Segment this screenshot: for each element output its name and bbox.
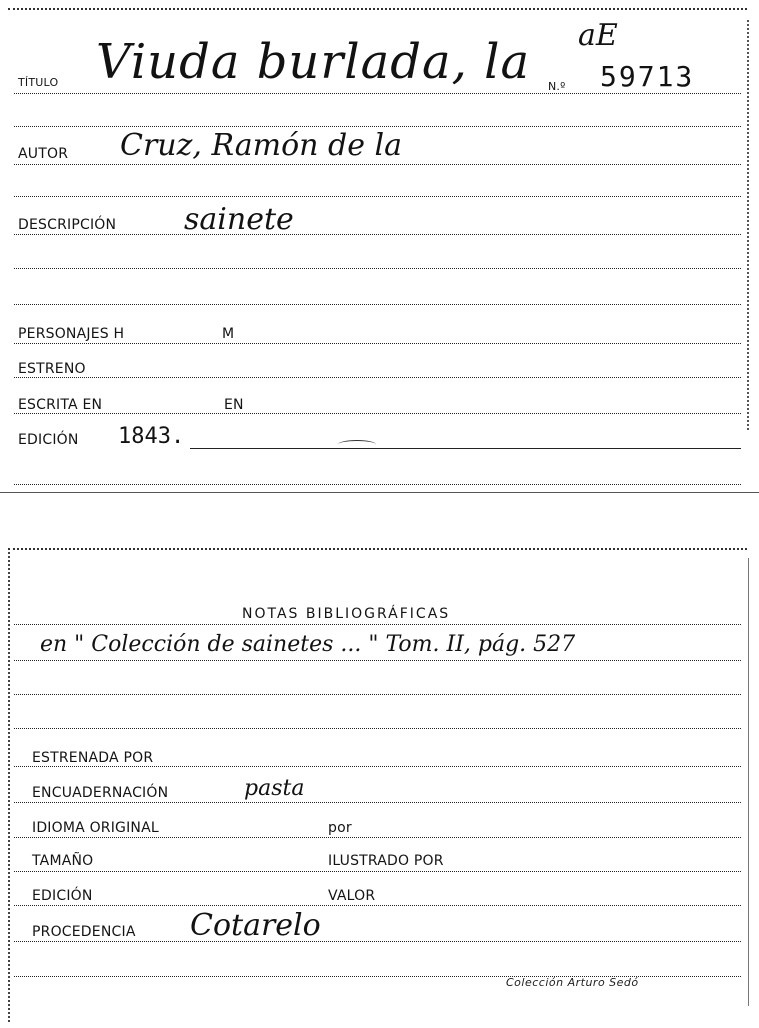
procedencia-value: Cotarelo — [190, 908, 321, 943]
estrenada-line — [14, 766, 741, 767]
ruled-line — [14, 268, 741, 269]
edicion-back-line — [14, 905, 741, 906]
descripcion-line — [14, 234, 741, 235]
encuadernacion-value: pasta — [244, 776, 305, 801]
notas-line — [14, 624, 741, 625]
descripcion-label: DESCRIPCIÓN — [18, 217, 117, 233]
catalog-card-back — [0, 540, 759, 1028]
edicion-back-label: EDICIÓN — [32, 888, 93, 904]
escrita-label: ESCRITA EN — [18, 397, 103, 413]
estreno-line — [14, 377, 741, 378]
titulo-line — [14, 93, 741, 94]
estreno-label: ESTRENO — [18, 361, 86, 377]
ruled-line — [14, 728, 741, 729]
encuadernacion-line — [14, 802, 741, 803]
notas-heading: NOTAS BIBLIOGRÁFICAS — [242, 606, 451, 622]
idioma-label: IDIOMA ORIGINAL — [32, 820, 159, 836]
tamano-line — [14, 871, 741, 872]
ruled-line — [14, 304, 741, 305]
encuadernacion-label: ENCUADERNACIÓN — [32, 785, 169, 801]
catalog-code: aE — [578, 18, 618, 53]
estrenada-label: ESTRENADA POR — [32, 750, 154, 766]
autor-label: AUTOR — [18, 146, 69, 162]
tamano-label: TAMAÑO — [32, 853, 94, 869]
pencil-mark — [338, 440, 376, 449]
collection-credit: Colección Arturo Sedó — [506, 976, 639, 989]
autor-value: Cruz, Ramón de la — [120, 128, 402, 163]
titulo-label: TÍTULO — [18, 76, 59, 89]
numero-label: N.º — [548, 80, 566, 93]
edicion-value: 1843. — [118, 424, 185, 449]
idioma-por-label: por — [328, 820, 352, 836]
card-divider — [0, 492, 759, 493]
edicion-label: EDICIÓN — [18, 432, 79, 448]
card-top-edge — [8, 548, 747, 550]
titulo-value: Viuda burlada, la — [96, 34, 531, 90]
ruled-line — [14, 196, 741, 197]
autor-line — [14, 164, 741, 165]
personajes-label: PERSONAJES H — [18, 326, 125, 342]
catalog-number: 59713 — [600, 60, 695, 93]
valor-label: VALOR — [328, 888, 376, 904]
descripcion-value: sainete — [184, 202, 294, 237]
personajes-m-label: M — [222, 326, 235, 342]
edicion-line — [190, 448, 741, 449]
ilustrado-label: ILUSTRADO POR — [328, 853, 444, 869]
card-right-edge — [747, 20, 749, 430]
ruled-line — [14, 126, 741, 127]
bottom-line — [14, 484, 741, 485]
idioma-line — [14, 837, 741, 838]
personajes-line — [14, 343, 741, 344]
card-top-edge — [8, 8, 747, 10]
procedencia-line — [14, 941, 741, 942]
escrita-en-label: EN — [224, 397, 244, 413]
ruled-line — [14, 660, 741, 661]
escrita-line — [14, 413, 741, 414]
card-right-edge — [748, 558, 749, 1006]
procedencia-label: PROCEDENCIA — [32, 924, 136, 940]
catalog-card-front — [0, 0, 759, 492]
ruled-line — [14, 694, 741, 695]
notas-value: en " Colección de sainetes ... " Tom. II, pág. 527 — [40, 632, 576, 657]
card-left-edge — [8, 552, 10, 1022]
